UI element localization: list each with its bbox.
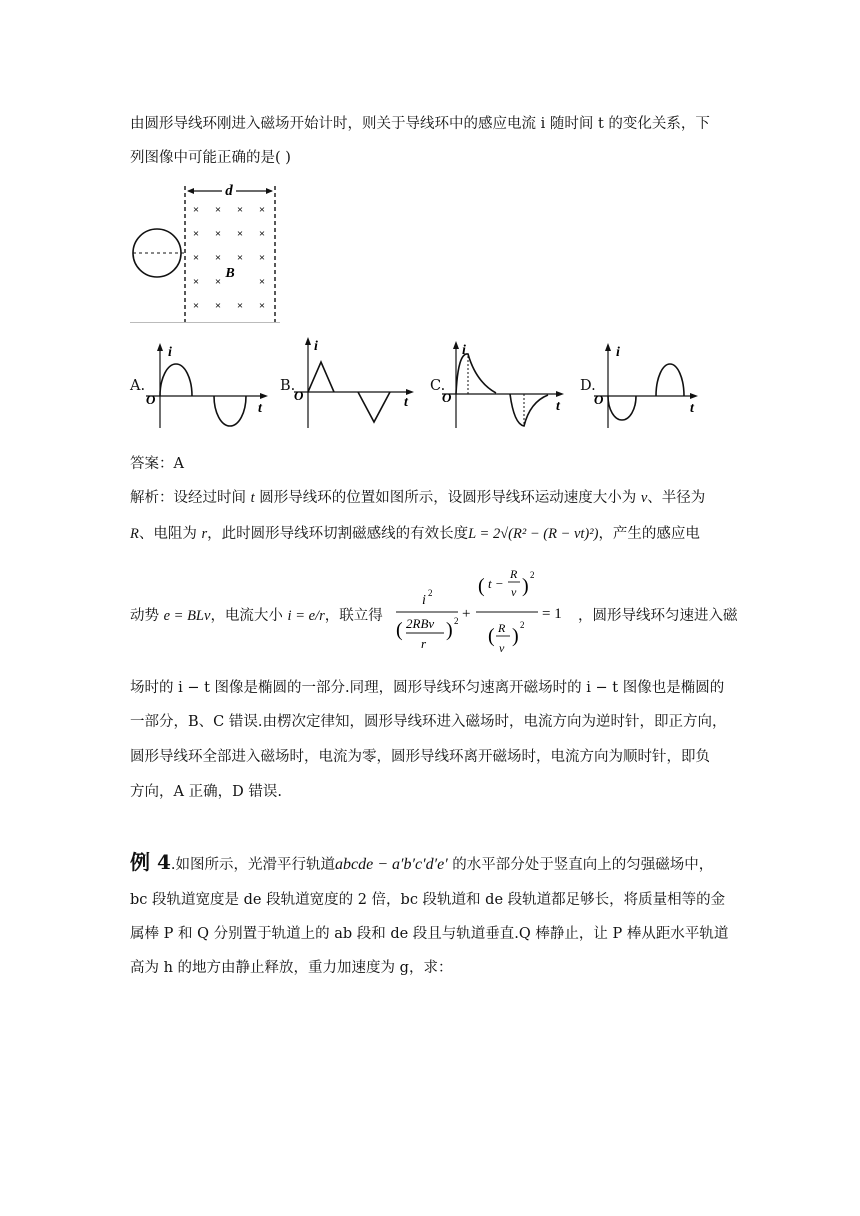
svg-text:= 1: = 1 <box>542 606 562 622</box>
svg-text:2: 2 <box>454 616 459 626</box>
formula-emf: e = BLv <box>163 608 211 624</box>
text-run: 解析：设经过时间 <box>130 490 251 506</box>
svg-text:(: ( <box>488 625 495 647</box>
svg-text:2: 2 <box>520 620 525 630</box>
formula-effective-length: L = 2√(R² − (R − vt)²) <box>468 526 599 542</box>
text-run: 的水平部分处于竖直向上的匀强磁场中， <box>447 857 714 873</box>
cross-mark: × <box>258 252 266 264</box>
answer: 答案：A <box>130 456 184 472</box>
svg-text:t −: t − <box>488 576 504 591</box>
origin-label: O <box>442 390 452 405</box>
curve-d <box>656 364 684 396</box>
svg-text:2: 2 <box>530 570 535 580</box>
cross-mark: × <box>236 204 244 216</box>
svg-text:2RBv: 2RBv <box>406 616 435 631</box>
curve-a-negative <box>214 396 246 426</box>
cross-mark: × <box>192 300 200 312</box>
t-axis-label: t <box>690 401 694 416</box>
svg-text:R: R <box>498 621 506 635</box>
cross-mark: × <box>236 252 244 264</box>
ellipse-equation <box>392 566 578 662</box>
cross-mark: × <box>214 228 222 240</box>
cross-mark: × <box>192 252 200 264</box>
curve-c-negative <box>510 394 548 426</box>
text-run: 、半径为 <box>647 490 706 506</box>
formula-current: i = e/r <box>287 608 325 624</box>
t-axis-label: t <box>258 401 262 416</box>
cross-mark: × <box>258 204 266 216</box>
cross-mark: × <box>236 300 244 312</box>
origin-label: O <box>294 388 304 403</box>
example4-line-4: 高为 h 的地方由静止释放，重力加速度为 g，求： <box>130 960 453 976</box>
math-var: v <box>640 490 648 506</box>
cross-mark: × <box>214 276 222 288</box>
svg-text:v: v <box>511 585 517 599</box>
option-c-graph <box>440 338 572 432</box>
cross-mark: × <box>192 228 200 240</box>
figure-divider <box>130 322 280 323</box>
option-d-graph <box>592 340 704 432</box>
math-var: R <box>130 526 139 542</box>
solution-line-4: 场时的 i − t 图像是椭圆的一部分.同理，圆形导线环匀速离开磁场时的 i − t 图像也是椭圆的 <box>130 680 725 696</box>
intro-line-2: 列图像中可能正确的是( ) <box>130 150 291 166</box>
text-run: ，此时圆形导线环切割磁感线的有效长度 <box>207 526 469 542</box>
cross-mark: × <box>258 228 266 240</box>
origin-label: O <box>594 392 604 407</box>
option-b-label: B. <box>280 378 296 394</box>
cross-mark: × <box>214 252 222 264</box>
math-var: t <box>250 490 255 506</box>
svg-text:(: ( <box>478 575 485 597</box>
svg-text:R: R <box>510 567 518 581</box>
cross-mark: × <box>192 276 200 288</box>
text-run: ，产生的感应电 <box>598 526 700 542</box>
i-axis-label: i <box>168 345 172 360</box>
t-axis-label: t <box>556 399 560 414</box>
solution-line-3 <box>130 604 383 625</box>
curve-b <box>308 362 334 392</box>
track-name: abcde − a′b′c′d′e′ <box>335 856 448 873</box>
option-d-label: D. <box>580 378 596 394</box>
option-b-graph <box>292 334 422 432</box>
text-run: ，联立得 <box>324 608 383 624</box>
svg-text:): ) <box>512 625 519 647</box>
solution-line-7: 方向，A 正确，D 错误. <box>130 784 282 800</box>
text-run: 、电阻为 <box>138 526 202 542</box>
curve-d-negative <box>608 396 636 420</box>
text-run: .如图所示，光滑平行轨道 <box>170 857 335 873</box>
intro-line-1: 由圆形导线环刚进入磁场开始计时，则关于导线环中的感应电流 i 随时间 t 的变化关系，下 <box>130 116 710 132</box>
width-label: d <box>225 183 233 199</box>
example4-line-2: bc 段轨道宽度是 de 段轨道宽度的 2 倍，bc 段轨道和 de 段轨道都足够长，将质量相等的金 <box>130 892 726 908</box>
origin-label: O <box>146 392 156 407</box>
math-var: r <box>201 526 208 542</box>
svg-text:): ) <box>522 575 529 597</box>
option-a-label: A. <box>130 378 146 394</box>
svg-text:r: r <box>421 636 427 651</box>
solution-line-2 <box>130 522 700 543</box>
cross-mark: × <box>192 204 200 216</box>
svg-text:2: 2 <box>428 588 433 598</box>
cross-mark: × <box>214 300 222 312</box>
t-axis-label: t <box>404 395 408 410</box>
cross-mark: × <box>214 204 222 216</box>
i-axis-label: i <box>616 345 620 360</box>
text-run: 圆形导线环的位置如图所示，设圆形导线环运动速度大小为 <box>254 490 641 506</box>
text-run: ，电流大小 <box>210 608 283 624</box>
field-figure <box>128 180 288 328</box>
cross-mark: × <box>236 228 244 240</box>
field-crosses <box>193 204 265 312</box>
svg-text:+: + <box>462 606 471 622</box>
example4-line-1 <box>130 846 713 875</box>
solution-line-3-end: ，圆形导线环匀速进入磁 <box>578 608 738 624</box>
solution-line-5: 一部分，B、C 错误.由楞次定律知，圆形导线环进入磁场时，电流方向为逆时针，即正方向， <box>130 714 727 730</box>
curve-b-negative <box>358 392 390 422</box>
i-axis-label: i <box>462 343 466 358</box>
example-label: 例 4 <box>130 850 171 874</box>
option-c-label: C. <box>430 378 446 394</box>
svg-text:(: ( <box>396 619 403 641</box>
cross-mark: × <box>258 300 266 312</box>
text-run: 动势 <box>130 608 159 624</box>
solution-line-6: 圆形导线环全部进入磁场时，电流为零，圆形导线环离开磁场时，电流方向为顺时针，即负 <box>130 749 710 765</box>
svg-text:i: i <box>422 593 426 608</box>
svg-text:): ) <box>446 619 453 641</box>
cross-mark: × <box>258 276 266 288</box>
option-a-graph <box>144 340 274 432</box>
curve-a <box>160 364 192 396</box>
i-axis-label: i <box>314 339 318 354</box>
svg-text:v: v <box>499 641 505 655</box>
example4-line-3: 属棒 P 和 Q 分别置于轨道上的 ab 段和 de 段且与轨道垂直.Q 棒静止，让 P 棒从距水平轨道 <box>130 926 729 942</box>
field-label: B <box>225 266 235 281</box>
solution-line-1 <box>130 486 705 507</box>
curve-c <box>456 354 496 394</box>
